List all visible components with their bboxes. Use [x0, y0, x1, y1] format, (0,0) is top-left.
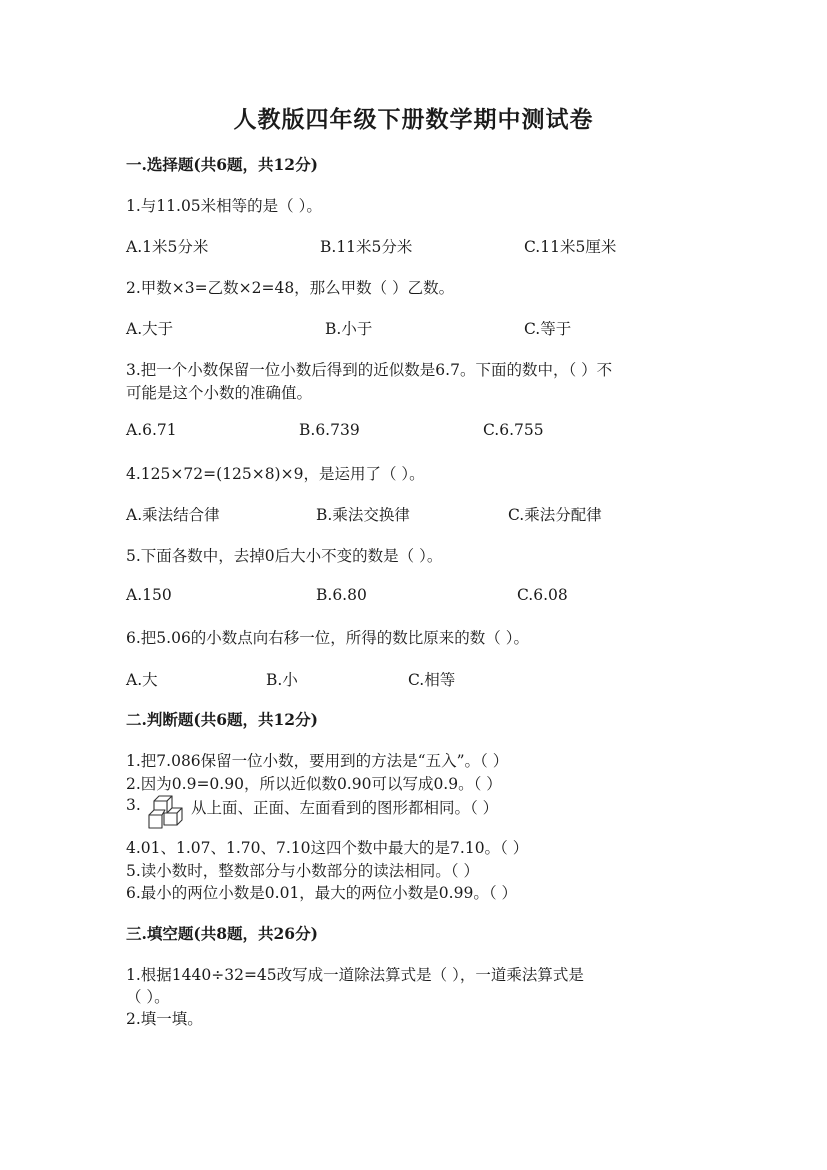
- question-5-option-b[interactable]: B.6.80: [316, 586, 367, 604]
- judgment-item-4: 4.01、1.07、1.70、7.10这四个数中最大的是7.10。（ ）: [126, 839, 529, 857]
- question-4-option-c[interactable]: C.乘法分配律: [508, 506, 602, 524]
- question-3-option-c[interactable]: C.6.755: [483, 421, 544, 439]
- judgment-item-6: 6.最小的两位小数是0.01，最大的两位小数是0.99。（ ）: [126, 884, 517, 902]
- judgment-item-3: 从上面、正面、左面看到的图形都相同。（ ）: [191, 799, 499, 817]
- cube-stack-icon: [145, 795, 183, 833]
- question-6-option-a[interactable]: A.大: [126, 671, 158, 689]
- page-title: 人教版四年级下册数学期中测试卷: [233, 106, 594, 133]
- section-heading-fill-blank: 三.填空题(共8题，共26分): [126, 924, 318, 943]
- question-5-option-c[interactable]: C.6.08: [517, 586, 568, 604]
- section-heading-choice: 一.选择题(共6题，共12分): [126, 155, 318, 174]
- question-3-stem-line1: 3.把一个小数保留一位小数后得到的近似数是6.7。下面的数中，（ ）不: [126, 361, 613, 379]
- question-6-option-b[interactable]: B.小: [266, 671, 298, 689]
- question-4-stem: 4.125×72=(125×8)×9，是运用了（ ）。: [126, 465, 425, 483]
- question-2-stem: 2.甲数×3=乙数×2=48，那么甲数（ ）乙数。: [126, 279, 455, 297]
- judgment-item-1: 1.把7.086保留一位小数，要用到的方法是“五入”。（ ）: [126, 752, 509, 770]
- question-4-option-b[interactable]: B.乘法交换律: [316, 506, 410, 524]
- question-6-stem: 6.把5.06的小数点向右移一位，所得的数比原来的数（ ）。: [126, 629, 529, 647]
- fill-question-1-line2: （ ）。: [126, 988, 170, 1006]
- question-1-option-c[interactable]: C.11米5厘米: [524, 238, 617, 256]
- question-3-option-b[interactable]: B.6.739: [299, 421, 360, 439]
- question-3-stem-line2: 可能是这个小数的准确值。: [126, 384, 313, 402]
- fill-question-2: 2.填一填。: [126, 1010, 203, 1028]
- fill-question-1-line1: 1.根据1440÷32=45改写成一道除法算式是（ ），一道乘法算式是: [126, 966, 584, 984]
- question-2-option-b[interactable]: B.小于: [325, 320, 373, 338]
- question-2-option-a[interactable]: A.大于: [126, 320, 174, 338]
- section-heading-judgment: 二.判断题(共6题，共12分): [126, 710, 318, 729]
- question-4-option-a[interactable]: A.乘法结合律: [126, 506, 220, 524]
- question-2-option-c[interactable]: C.等于: [524, 320, 572, 338]
- judgment-item-3-number: 3.: [126, 796, 141, 814]
- question-5-stem: 5.下面各数中，去掉0后大小不变的数是（ ）。: [126, 547, 443, 565]
- question-1-option-b[interactable]: B.11米5分米: [320, 238, 413, 256]
- judgment-item-2: 2.因为0.9=0.90，所以近似数0.90可以写成0.9。（ ）: [126, 775, 502, 793]
- question-3-option-a[interactable]: A.6.71: [126, 421, 177, 439]
- question-6-option-c[interactable]: C.相等: [408, 671, 456, 689]
- question-5-option-a[interactable]: A.150: [126, 586, 172, 604]
- judgment-item-5: 5.读小数时，整数部分与小数部分的读法相同。（ ）: [126, 862, 479, 880]
- question-1-stem: 1.与11.05米相等的是（ ）。: [126, 197, 322, 215]
- question-1-option-a[interactable]: A.1米5分米: [126, 238, 209, 256]
